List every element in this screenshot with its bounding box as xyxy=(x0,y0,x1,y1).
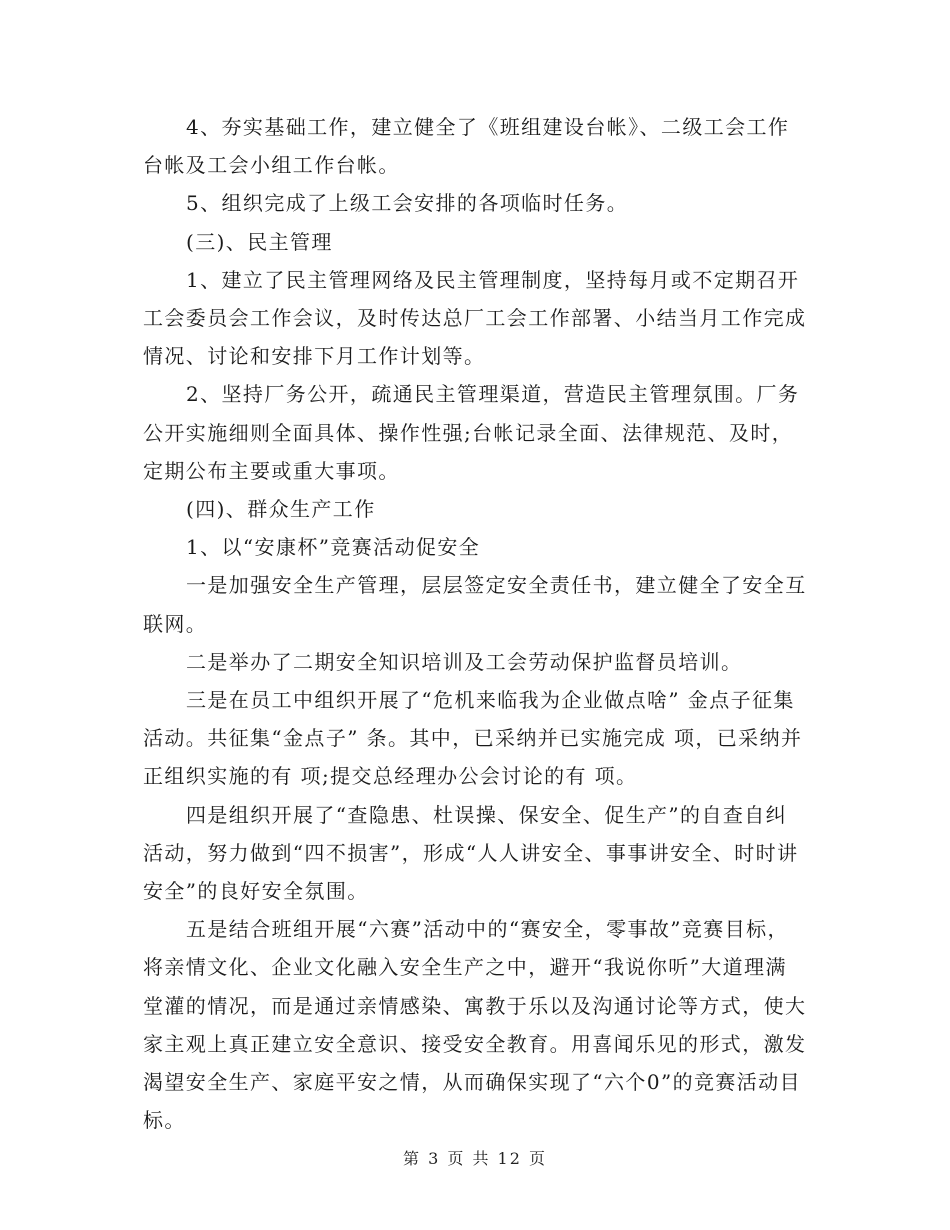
paragraph-item-5: 5、组织完成了上级工会安排的各项临时任务。 xyxy=(186,191,629,216)
paragraph-item-4: 4、夯实基础工作，建立健全了《班组建设台帐》、二级工会工作台帐及工会小组工作台帐。 xyxy=(143,115,790,178)
paragraph-point-three: 三是在员工中组织开展了“危机来临我为企业做点啥” 金点子征集活动。共征集“金点子” 条。其中，已采纳并已实施完成 项，已采纳并正组织实施的有 项;提交总经理办公会讨论的有 项。 xyxy=(143,688,803,789)
paragraph-democratic-2: 2、坚持厂务公开，疏通民主管理渠道，营造民主管理氛围。厂务公开实施细则全面具体、操作性强;台帐记录全面、法律规范、及时，定期公布主要或重大事项。 xyxy=(143,382,800,483)
paragraph-point-four: 四是组织开展了“查隐患、杜误操、保安全、促生产”的自查自纠活动，努力做到“四不损害”，形成“人人讲安全、事事讲安全、时时讲安全”的良好安全氛围。 xyxy=(143,802,799,904)
paragraph-point-two: 二是举办了二期安全知识培训及工会劳动保护监督员培训。 xyxy=(186,649,743,674)
page-number-footer: 第 3 页 共 12 页 xyxy=(403,1149,547,1168)
paragraph-point-five: 五是结合班组开展“六赛”活动中的“赛安全，零事故”竞赛目标，将亲情文化、企业文化融入安全生产之中，避开“我说你听”大道理满堂灌的情况，而是通过亲情感染、寓教于乐以及沟通讨论等方式，使大家主观上真正建立安全意识、接受安全教育。用喜闻乐见的形式，激发渴望安全生产、家庭平安之情，从而确保实现了“六个0”的竞赛活动目标。 xyxy=(143,917,807,1133)
document-body xyxy=(143,108,808,1139)
paragraph-point-one: 一是加强安全生产管理，层层签定安全责任书，建立健全了安全互联网。 xyxy=(143,573,807,636)
section-heading-democratic-management: (三)、民主管理 xyxy=(186,229,333,254)
paragraph-democratic-1: 1、建立了民主管理网络及民主管理制度，坚持每月或不定期召开工会委员会工作会议，及时传达总厂工会工作部署、小结当月工作完成情况、讨论和安排下月工作计划等。 xyxy=(143,267,807,369)
section-heading-mass-production: (四)、群众生产工作 xyxy=(186,497,376,522)
subheading-ankang-cup: 1、以“安康杯”竞赛活动促安全 xyxy=(186,535,481,560)
